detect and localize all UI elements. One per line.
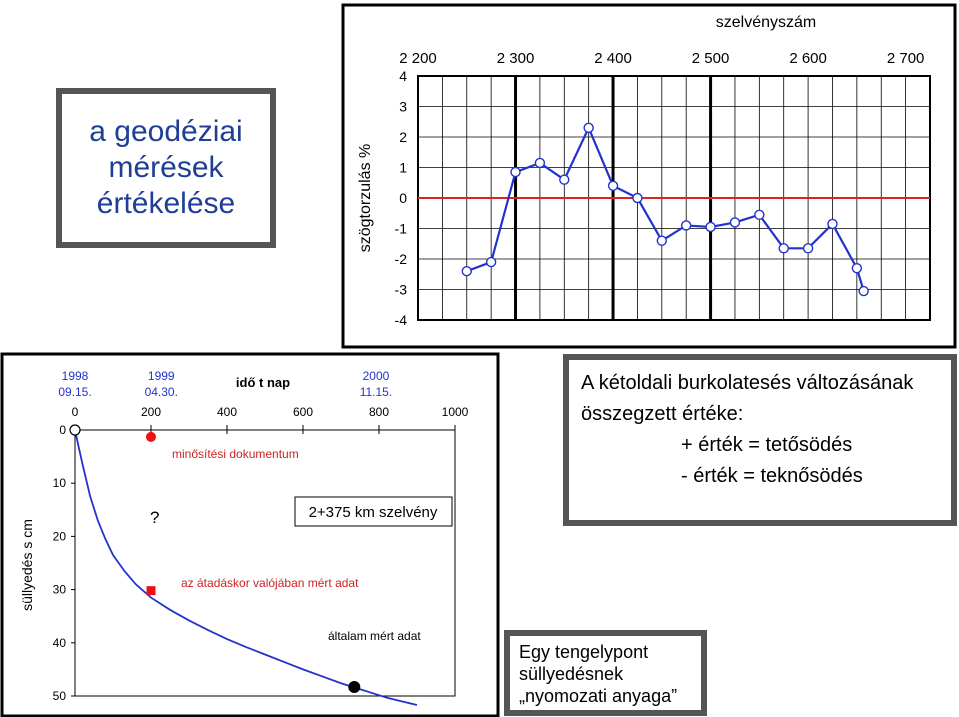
evidence-line-2: süllyedésnek [519, 664, 624, 684]
distortion-data-point [535, 158, 544, 167]
own-measurement-label: általam mért adat [328, 629, 421, 643]
distortion-data-point [779, 244, 788, 253]
distortion-x-tick-label: 2 300 [496, 50, 535, 67]
distortion-data-point [828, 219, 837, 228]
distortion-data-point [852, 264, 861, 273]
distortion-data-point [859, 287, 868, 296]
settlement-y-tick-label: 10 [52, 476, 66, 491]
distortion-y-tick-label: 1 [399, 159, 407, 176]
title-line-1: a geodéziai [89, 115, 243, 148]
distortion-data-point [730, 218, 739, 227]
settlement-date-day: 04.30. [144, 385, 178, 399]
distortion-y-tick-label: 2 [399, 129, 407, 145]
settlement-x-tick-label: 1000 [441, 405, 469, 419]
distortion-data-point [511, 168, 520, 177]
settlement-date-year: 1998 [61, 369, 89, 383]
distortion-x-tick-label: 2 700 [886, 50, 925, 67]
sign-plus-meaning: + érték = tetősödés [681, 434, 853, 456]
sign-minus-meaning: - érték = teknősödés [681, 465, 863, 487]
settlement-x-tick-label: 0 [71, 405, 79, 419]
distortion-y-tick-label: -4 [394, 312, 407, 328]
sign-explanation-line-2: összegzett értéke: [581, 403, 744, 425]
handover-measured-marker [147, 586, 156, 595]
distortion-data-point [804, 244, 813, 253]
settlement-x-tick-label: 800 [368, 405, 390, 419]
settlement-date-year: 1999 [147, 369, 175, 383]
settlement-date-day: 09.15. [58, 385, 92, 399]
settlement-y-tick-label: 50 [52, 689, 66, 703]
distortion-data-point [487, 258, 496, 267]
distortion-data-point [633, 194, 642, 203]
sign-explanation-box [563, 354, 957, 526]
qualification-doc-label: minősítési dokumentum [172, 447, 299, 461]
distortion-y-axis-label: szögtorzulás % [357, 143, 374, 253]
settlement-y-tick-label: 20 [52, 529, 66, 544]
distortion-y-tick-label: -1 [394, 220, 407, 237]
distortion-y-tick-label: -3 [394, 281, 407, 298]
distortion-data-point [462, 267, 471, 276]
distortion-data-point [706, 222, 715, 231]
distortion-data-point [657, 236, 666, 245]
own-measurement-marker [348, 681, 360, 693]
evidence-line-3: „nyomozati anyaga” [519, 686, 678, 706]
distortion-y-tick-label: 0 [399, 190, 407, 206]
sign-explanation-line-1: A kétoldali burkolatesés változásának [581, 372, 914, 394]
distortion-data-point [682, 221, 691, 230]
station-label: 2+375 km szelvény [308, 504, 438, 521]
evidence-box [504, 630, 707, 716]
distortion-data-point [755, 210, 764, 219]
settlement-x-tick-label: 400 [216, 405, 238, 419]
title-box [56, 88, 276, 248]
settlement-date-day: 11.15. [359, 385, 393, 399]
distortion-x-tick-label: 2 200 [399, 50, 437, 67]
question-mark-label: ? [150, 508, 160, 527]
settlement-y-tick-label: 40 [52, 635, 66, 650]
distortion-data-point [584, 123, 593, 132]
settlement-x-tick-label: 200 [140, 405, 162, 419]
settlement-x-axis-title: idő t nap [235, 375, 291, 390]
distortion-chart [343, 5, 955, 347]
distortion-x-tick-label: 2 400 [594, 50, 632, 67]
distortion-y-tick-label: 4 [399, 68, 407, 84]
handover-measured-label: az átadáskor valójában mért adat [181, 576, 359, 590]
qualification-doc-marker [146, 432, 156, 442]
settlement-y-axis-label: süllyedés s cm [19, 519, 35, 611]
settlement-chart [2, 354, 498, 716]
title-line-2: mérések [108, 151, 224, 184]
distortion-chart-title: szelvényszám [715, 14, 817, 31]
distortion-x-tick-label: 2 600 [789, 50, 827, 67]
distortion-y-tick-label: 3 [399, 98, 407, 115]
distortion-data-point [560, 175, 569, 184]
settlement-plot-area [75, 430, 455, 696]
settlement-date-year: 2000 [362, 369, 390, 383]
start-point-marker [70, 425, 80, 435]
settlement-y-tick-label: 30 [52, 582, 66, 597]
evidence-line-1: Egy tengelypont [519, 642, 649, 662]
distortion-data-point [609, 181, 618, 190]
settlement-y-tick-label: 0 [59, 423, 66, 437]
distortion-y-tick-label: -2 [394, 251, 407, 267]
distortion-x-tick-label: 2 500 [691, 50, 730, 67]
title-line-3: értékelése [96, 187, 236, 220]
settlement-x-tick-label: 600 [292, 405, 314, 419]
